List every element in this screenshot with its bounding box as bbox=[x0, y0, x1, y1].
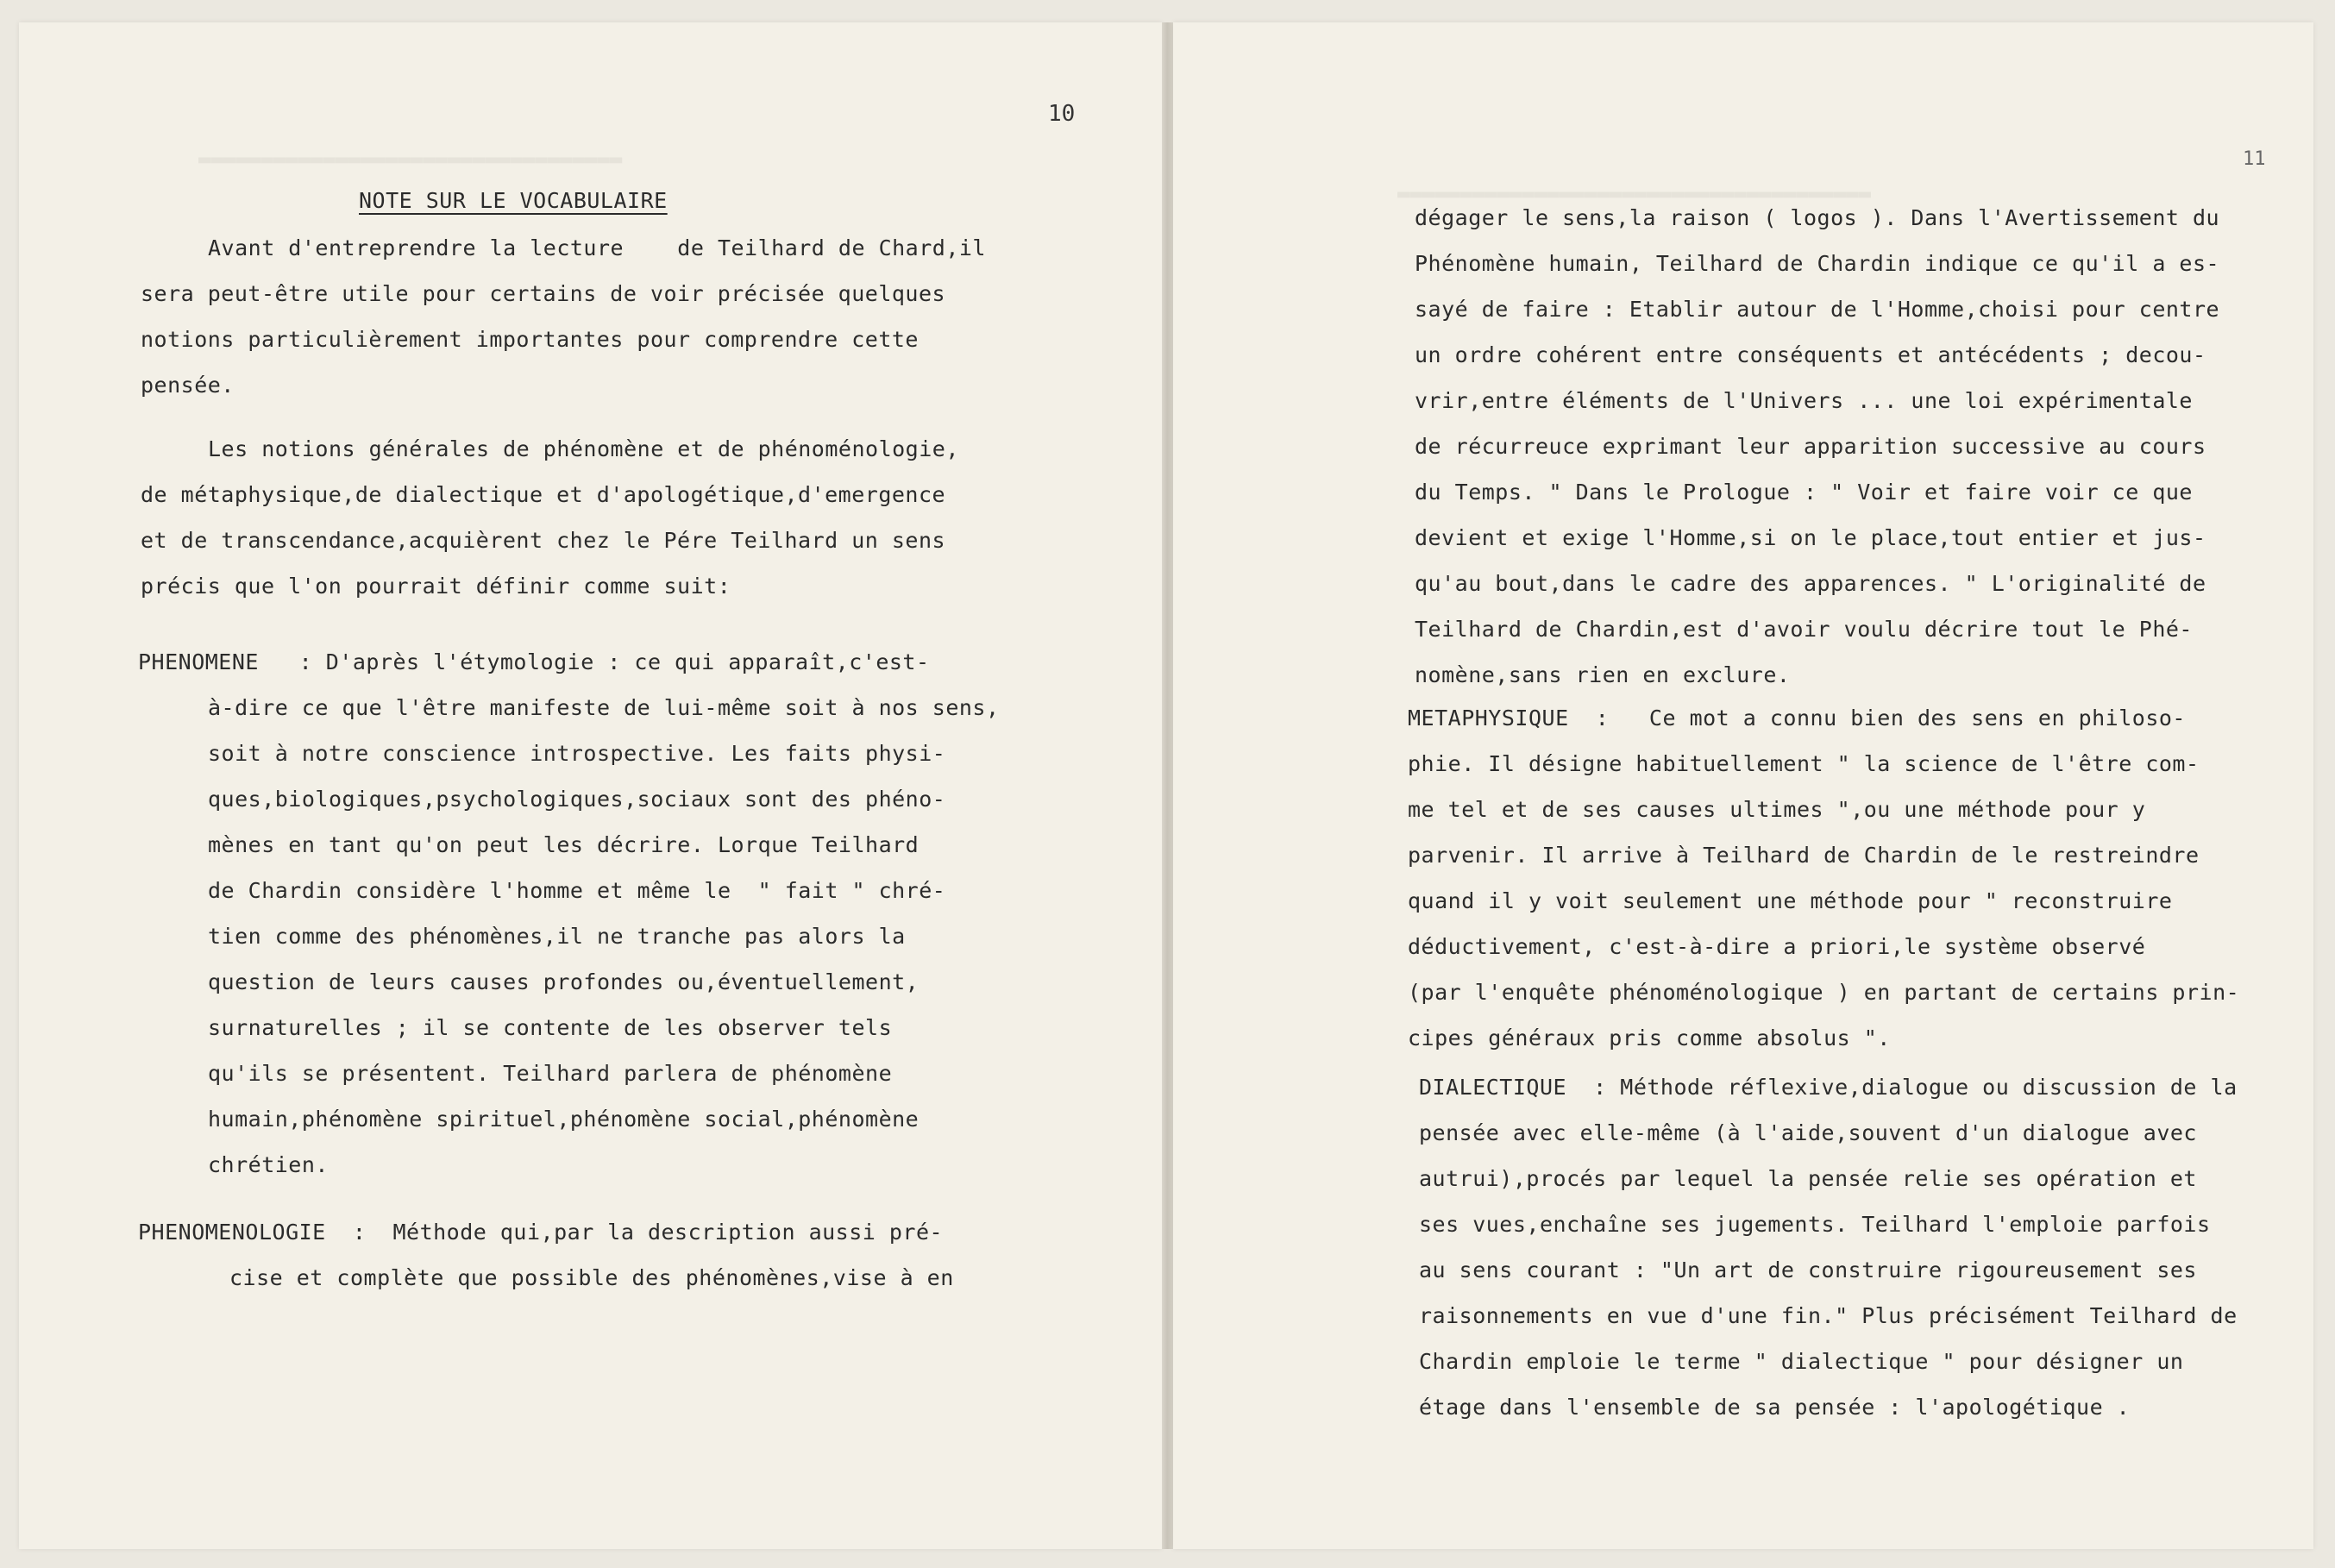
text-line: humain,phénomène spirituel,phénomène social,phénomène bbox=[208, 1107, 920, 1132]
text-line: Phénomène humain, Teilhard de Chardin indique ce qu'il a es- bbox=[1415, 251, 2220, 276]
book-gutter bbox=[1162, 22, 1173, 1549]
text-line: (par l'enquête phénoménologique ) en partant de certains prin- bbox=[1408, 980, 2240, 1005]
text-line: qu'au bout,dans le cadre des apparences. " L'originalité de bbox=[1415, 571, 2206, 596]
text-line: raisonnements en vue d'une fin." Plus précisément Teilhard de bbox=[1419, 1303, 2238, 1328]
text-line: mènes en tant qu'on peut les décrire. Lorque Teilhard bbox=[208, 832, 920, 857]
text-line: de récurreuce exprimant leur apparition successive au cours bbox=[1415, 434, 2206, 459]
text-line: déductivement, c'est-à-dire a priori,le système observé bbox=[1408, 934, 2146, 959]
page-number-left: 10 bbox=[1048, 101, 1076, 127]
text-line: surnaturelles ; il se contente de les observer tels bbox=[208, 1015, 893, 1040]
text-line: ses vues,enchaîne ses jugements. Teilhard l'emploie parfois bbox=[1419, 1212, 2211, 1237]
text-line: et de transcendance,acquièrent chez le Pére Teilhard un sens bbox=[141, 528, 946, 553]
text-line: chrétien. bbox=[208, 1152, 329, 1177]
text-line: soit à notre conscience introspective. Les faits physi- bbox=[208, 741, 946, 766]
text-line: dégager le sens,la raison ( logos ). Dans l'Avertissement du bbox=[1415, 205, 2220, 230]
text-line: parvenir. Il arrive à Teilhard de Chardin de le restreindre bbox=[1408, 843, 2200, 868]
text-line: nomène,sans rien en exclure. bbox=[1415, 662, 1791, 687]
text-line: du Temps. " Dans le Prologue : " Voir et faire voir ce que bbox=[1415, 480, 2193, 505]
text-line: un ordre cohérent entre conséquents et antécédents ; decou- bbox=[1415, 342, 2206, 367]
text-line: ques,biologiques,psychologiques,sociaux sont des phéno- bbox=[208, 787, 946, 812]
text-line: sera peut-être utile pour certains de voir précisée quelques bbox=[141, 281, 946, 306]
text-line: de Chardin considère l'homme et même le " fait " chré- bbox=[208, 878, 946, 903]
text-line: tien comme des phénomènes,il ne tranche pas alors la bbox=[208, 924, 906, 949]
text-line: pensée. bbox=[141, 373, 235, 398]
text-line: pensée avec elle-même (à l'aide,souvent d'un dialogue avec bbox=[1419, 1120, 2197, 1145]
text-line: vrir,entre éléments de l'Univers ... une loi expérimentale bbox=[1415, 388, 2193, 413]
text-line: étage dans l'ensemble de sa pensée : l'apologétique . bbox=[1419, 1395, 2131, 1420]
text-line: cipes généraux pris comme absolus ". bbox=[1408, 1025, 1891, 1051]
text-line: qu'ils se présentent. Teilhard parlera de phénomène bbox=[208, 1061, 893, 1086]
page-number-right: 11 bbox=[2243, 148, 2266, 170]
text-line: sayé de faire : Etablir autour de l'Homme,choisi pour centre bbox=[1415, 297, 2220, 322]
term-heading-metaphysique: METAPHYSIQUE : Ce mot a connu bien des sens en philoso- bbox=[1408, 706, 2186, 731]
page-title: NOTE SUR LE VOCABULAIRE bbox=[359, 188, 668, 213]
text-line: Chardin emploie le terme " dialectique " pour désigner un bbox=[1419, 1349, 2184, 1374]
text-line: question de leurs causes profondes ou,éventuellement, bbox=[208, 969, 920, 994]
text-line: quand il y voit seulement une méthode pour " reconstruire bbox=[1408, 888, 2173, 913]
text-line: Teilhard de Chardin,est d'avoir voulu décrire tout le Phé- bbox=[1415, 617, 2193, 642]
text-line: me tel et de ses causes ultimes ",ou une méthode pour y bbox=[1408, 797, 2146, 822]
term-heading-phenomene: PHENOMENE : D'après l'étymologie : ce qui apparaît,c'est- bbox=[138, 649, 930, 674]
text-line: notions particulièrement importantes pour comprendre cette bbox=[141, 327, 919, 352]
text-line: devient et exige l'Homme,si on le place,tout entier et jus- bbox=[1415, 525, 2206, 550]
text-line: de métaphysique,de dialectique et d'apologétique,d'emergence bbox=[141, 482, 946, 507]
text-line: autrui),procés par lequel la pensée relie ses opération et bbox=[1419, 1166, 2197, 1191]
text-line: au sens courant : "Un art de construire rigoureusement ses bbox=[1419, 1258, 2197, 1283]
text-line: précis que l'on pourrait définir comme suit: bbox=[141, 574, 731, 599]
text-line: phie. Il désigne habituellement " la science de l'être com- bbox=[1408, 751, 2200, 776]
term-heading-phenomenologie: PHENOMENOLOGIE : Méthode qui,par la description aussi pré- bbox=[138, 1220, 944, 1245]
text-line: à-dire ce que l'être manifeste de lui-même soit à nos sens, bbox=[208, 695, 1000, 720]
text-line: Avant d'entreprendre la lecture de Teilhard de Chard,il bbox=[208, 235, 986, 260]
text-line: Les notions générales de phénomène et de phénoménologie, bbox=[208, 436, 959, 461]
text-line: cise et complète que possible des phénomènes,vise à en bbox=[229, 1265, 954, 1290]
term-heading-dialectique: DIALECTIQUE : Méthode réflexive,dialogue ou discussion de la bbox=[1419, 1075, 2238, 1100]
